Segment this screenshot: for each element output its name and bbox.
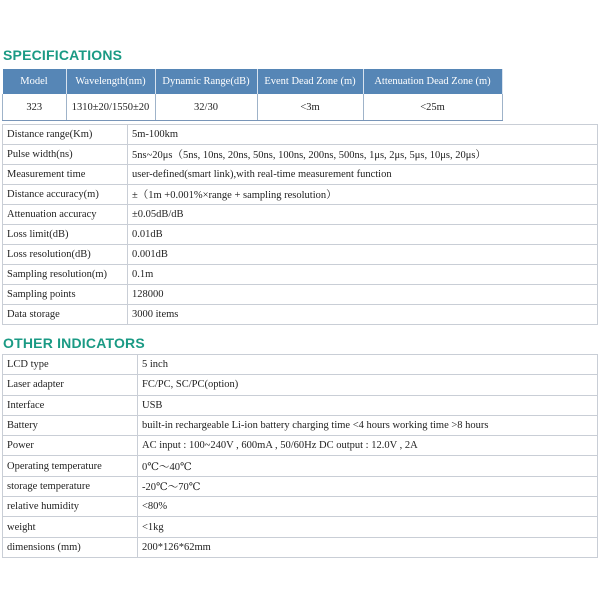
- indicator-value: built-in rechargeable Li-ion battery charging time <4 hours working time >8 hours: [138, 415, 598, 435]
- spec-key: Distance range(Km): [3, 125, 128, 145]
- spec-key: Attenuation accuracy: [3, 205, 128, 225]
- indicator-value: 5 inch: [138, 355, 598, 375]
- indicator-key: Power: [3, 436, 138, 456]
- table-row: [3, 476, 598, 496]
- table-row: [3, 145, 598, 165]
- spec-key: Sampling resolution(m): [3, 265, 128, 285]
- header-dynamic-range: Dynamic Range(dB): [155, 69, 257, 94]
- indicator-key: storage temperature: [3, 476, 138, 496]
- indicator-key: Operating temperature: [3, 456, 138, 476]
- spec-key: Loss resolution(dB): [3, 245, 128, 265]
- spec-key: Sampling points: [3, 285, 128, 305]
- indicator-key: Battery: [3, 415, 138, 435]
- spec-value: 0.001dB: [128, 245, 598, 265]
- indicator-value: 0℃～40℃: [138, 456, 598, 476]
- spec-value: 5m-100km: [128, 125, 598, 145]
- indicator-value: <80%: [138, 497, 598, 517]
- other-indicators-table: [2, 354, 598, 558]
- table-row: [3, 245, 598, 265]
- indicator-key: weight: [3, 517, 138, 537]
- table-row: [3, 456, 598, 476]
- specifications-table: [2, 124, 598, 325]
- indicator-key: Laser adapter: [3, 375, 138, 395]
- cell-attenuation-dead-zone: <25m: [363, 94, 502, 121]
- table-row: [3, 415, 598, 435]
- spec-value: ±0.05dB/dB: [128, 205, 598, 225]
- table-row: [3, 436, 598, 456]
- header-model: Model: [3, 69, 67, 94]
- spec-key: Distance accuracy(m): [3, 185, 128, 205]
- spec-value: 5ns~20μs（5ns, 10ns, 20ns, 50ns, 100ns, 200ns, 500ns, 1μs, 2μs, 5μs, 10μs, 20μs）: [128, 145, 598, 165]
- table-row: [3, 395, 598, 415]
- indicator-key: relative humidity: [3, 497, 138, 517]
- spec-value: 3000 items: [128, 305, 598, 325]
- table-row: [3, 185, 598, 205]
- table-row: [3, 125, 598, 145]
- table-row: [3, 285, 598, 305]
- table-row: [3, 497, 598, 517]
- indicator-key: Interface: [3, 395, 138, 415]
- header-wavelength: Wavelength(nm): [66, 69, 155, 94]
- model-table: [2, 69, 503, 121]
- table-row: [3, 517, 598, 537]
- table-row: [3, 355, 598, 375]
- spec-value: 128000: [128, 285, 598, 305]
- other-indicators-heading: OTHER INDICATORS: [3, 335, 145, 351]
- model-table-row: [3, 94, 503, 121]
- indicator-value: AC input : 100~240V , 600mA , 50/60Hz DC output : 12.0V , 2A: [138, 436, 598, 456]
- spec-value: 0.01dB: [128, 225, 598, 245]
- indicator-value: -20℃～70℃: [138, 476, 598, 496]
- table-row: [3, 537, 598, 557]
- cell-wavelength: 1310±20/1550±20: [66, 94, 155, 121]
- spec-value: ±（1m +0.001%×range + sampling resolution）: [128, 185, 598, 205]
- indicator-value: USB: [138, 395, 598, 415]
- header-event-dead-zone: Event Dead Zone (m): [257, 69, 363, 94]
- cell-event-dead-zone: <3m: [257, 94, 363, 121]
- table-row: [3, 225, 598, 245]
- cell-dynamic-range: 32/30: [155, 94, 257, 121]
- indicator-value: 200*126*62mm: [138, 537, 598, 557]
- model-table-header-row: [3, 69, 503, 94]
- spec-key: Loss limit(dB): [3, 225, 128, 245]
- spec-value: user-defined(smart link),with real-time measurement function: [128, 165, 598, 185]
- spec-key: Measurement time: [3, 165, 128, 185]
- spec-value: 0.1m: [128, 265, 598, 285]
- spec-key: Pulse width(ns): [3, 145, 128, 165]
- table-row: [3, 205, 598, 225]
- cell-model: 323: [3, 94, 67, 121]
- indicator-value: <1kg: [138, 517, 598, 537]
- indicator-key: LCD type: [3, 355, 138, 375]
- indicator-key: dimensions (mm): [3, 537, 138, 557]
- table-row: [3, 305, 598, 325]
- specifications-heading: SPECIFICATIONS: [3, 47, 123, 63]
- table-row: [3, 375, 598, 395]
- indicator-value: FC/PC, SC/PC(option): [138, 375, 598, 395]
- table-row: [3, 165, 598, 185]
- header-attenuation-dead-zone: Attenuation Dead Zone (m): [363, 69, 502, 94]
- spec-key: Data storage: [3, 305, 128, 325]
- table-row: [3, 265, 598, 285]
